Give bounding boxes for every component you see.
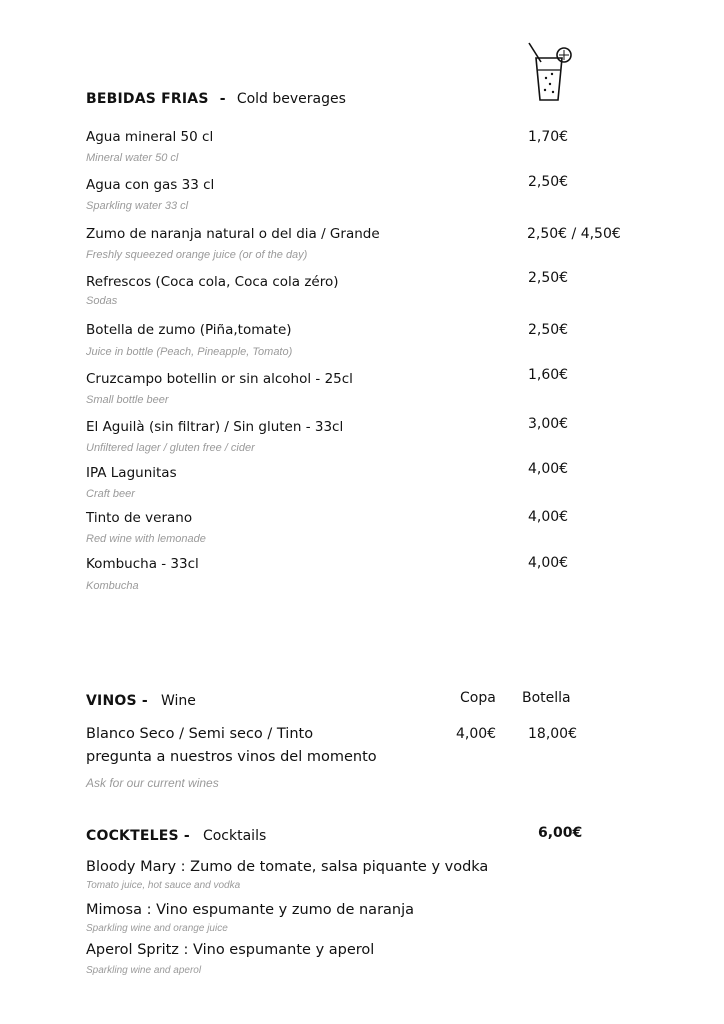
wine-desc: Ask for our current wines (86, 776, 219, 790)
menu-item-name: IPA Lagunitas (86, 465, 177, 481)
menu-item-price: 2,50€ (528, 322, 569, 338)
cocktail-desc: Sparkling wine and orange juice (86, 923, 228, 934)
menu-item-name: Agua con gas 33 cl (86, 177, 215, 193)
section-separator: - (219, 91, 226, 107)
menu-item-desc: Craft beer (86, 488, 135, 500)
menu-item-price: 1,60€ (528, 367, 569, 383)
wine-line-1: Blanco Seco / Semi seco / Tinto (86, 726, 314, 742)
cocktails-price: 6,00€ (538, 825, 583, 841)
cocktail-name: Mimosa : Vino espumante y zumo de naranja (86, 902, 415, 918)
section-subtitle: Cold beverages (236, 91, 346, 107)
menu-item-price: 1,70€ (528, 129, 569, 145)
cocktail-name: Bloody Mary : Zumo de tomate, salsa piquante y vodka (86, 859, 489, 875)
drink-glass-icon (520, 40, 576, 104)
cold-beverages-heading (86, 88, 346, 107)
wine-col-glass: Copa (460, 690, 496, 706)
cocktail-name: Aperol Spritz : Vino espumante y aperol (86, 942, 375, 958)
menu-item-name: Kombucha - 33cl (86, 556, 199, 572)
menu-item-price: 2,50€ / 4,50€ (527, 226, 621, 242)
menu-item-price: 2,50€ (528, 270, 569, 286)
menu-item-name: Tinto de verano (86, 510, 193, 526)
menu-item-name: Zumo de naranja natural o del dia / Grande (86, 226, 380, 242)
menu-item-price: 3,00€ (528, 416, 569, 432)
section-subtitle: Cocktails (202, 828, 267, 844)
menu-item-name: Agua mineral 50 cl (86, 129, 214, 145)
menu-item-name: Botella de zumo (Piña,tomate) (86, 322, 292, 338)
menu-item-desc: Freshly squeezed orange juice (or of the day) (86, 249, 308, 261)
section-title: BEBIDAS FRIAS (86, 91, 209, 107)
menu-item-name: Refrescos (Coca cola, Coca cola zéro) (86, 274, 339, 290)
menu-item-desc: Unfiltered lager / gluten free / cider (86, 442, 255, 454)
menu-item-price: 4,00€ (528, 555, 569, 571)
menu-item-desc: Juice in bottle (Peach, Pineapple, Tomato) (86, 346, 293, 358)
menu-item-desc: Sodas (86, 295, 118, 307)
wine-price-bottle: 18,00€ (528, 726, 577, 742)
section-subtitle: Wine (160, 693, 196, 709)
wine-heading (86, 690, 196, 709)
wine-price-glass: 4,00€ (456, 726, 497, 742)
menu-item-price: 4,00€ (528, 461, 569, 477)
menu-item-desc: Mineral water 50 cl (86, 152, 179, 164)
menu-item-desc: Sparkling water 33 cl (86, 200, 189, 212)
cocktail-desc: Sparkling wine and aperol (86, 965, 202, 976)
cocktail-desc: Tomato juice, hot sauce and vodka (86, 880, 241, 891)
menu-item-desc: Kombucha (86, 580, 139, 592)
cocktails-heading (86, 825, 266, 844)
menu-item-name: Cruzcampo botellin or sin alcohol - 25cl (86, 371, 353, 387)
section-title: VINOS - (86, 693, 148, 709)
menu-item-price: 2,50€ (528, 174, 569, 190)
menu-item-price: 4,00€ (528, 509, 569, 525)
section-title: COCKTELES - (86, 828, 190, 844)
menu-item-desc: Red wine with lemonade (86, 533, 206, 545)
wine-col-bottle: Botella (522, 690, 571, 706)
menu-item-desc: Small bottle beer (86, 394, 169, 406)
menu-item-name: El Aguilà (sin filtrar) / Sin gluten - 33cl (86, 419, 344, 435)
wine-line-2: pregunta a nuestros vinos del momento (86, 749, 377, 765)
